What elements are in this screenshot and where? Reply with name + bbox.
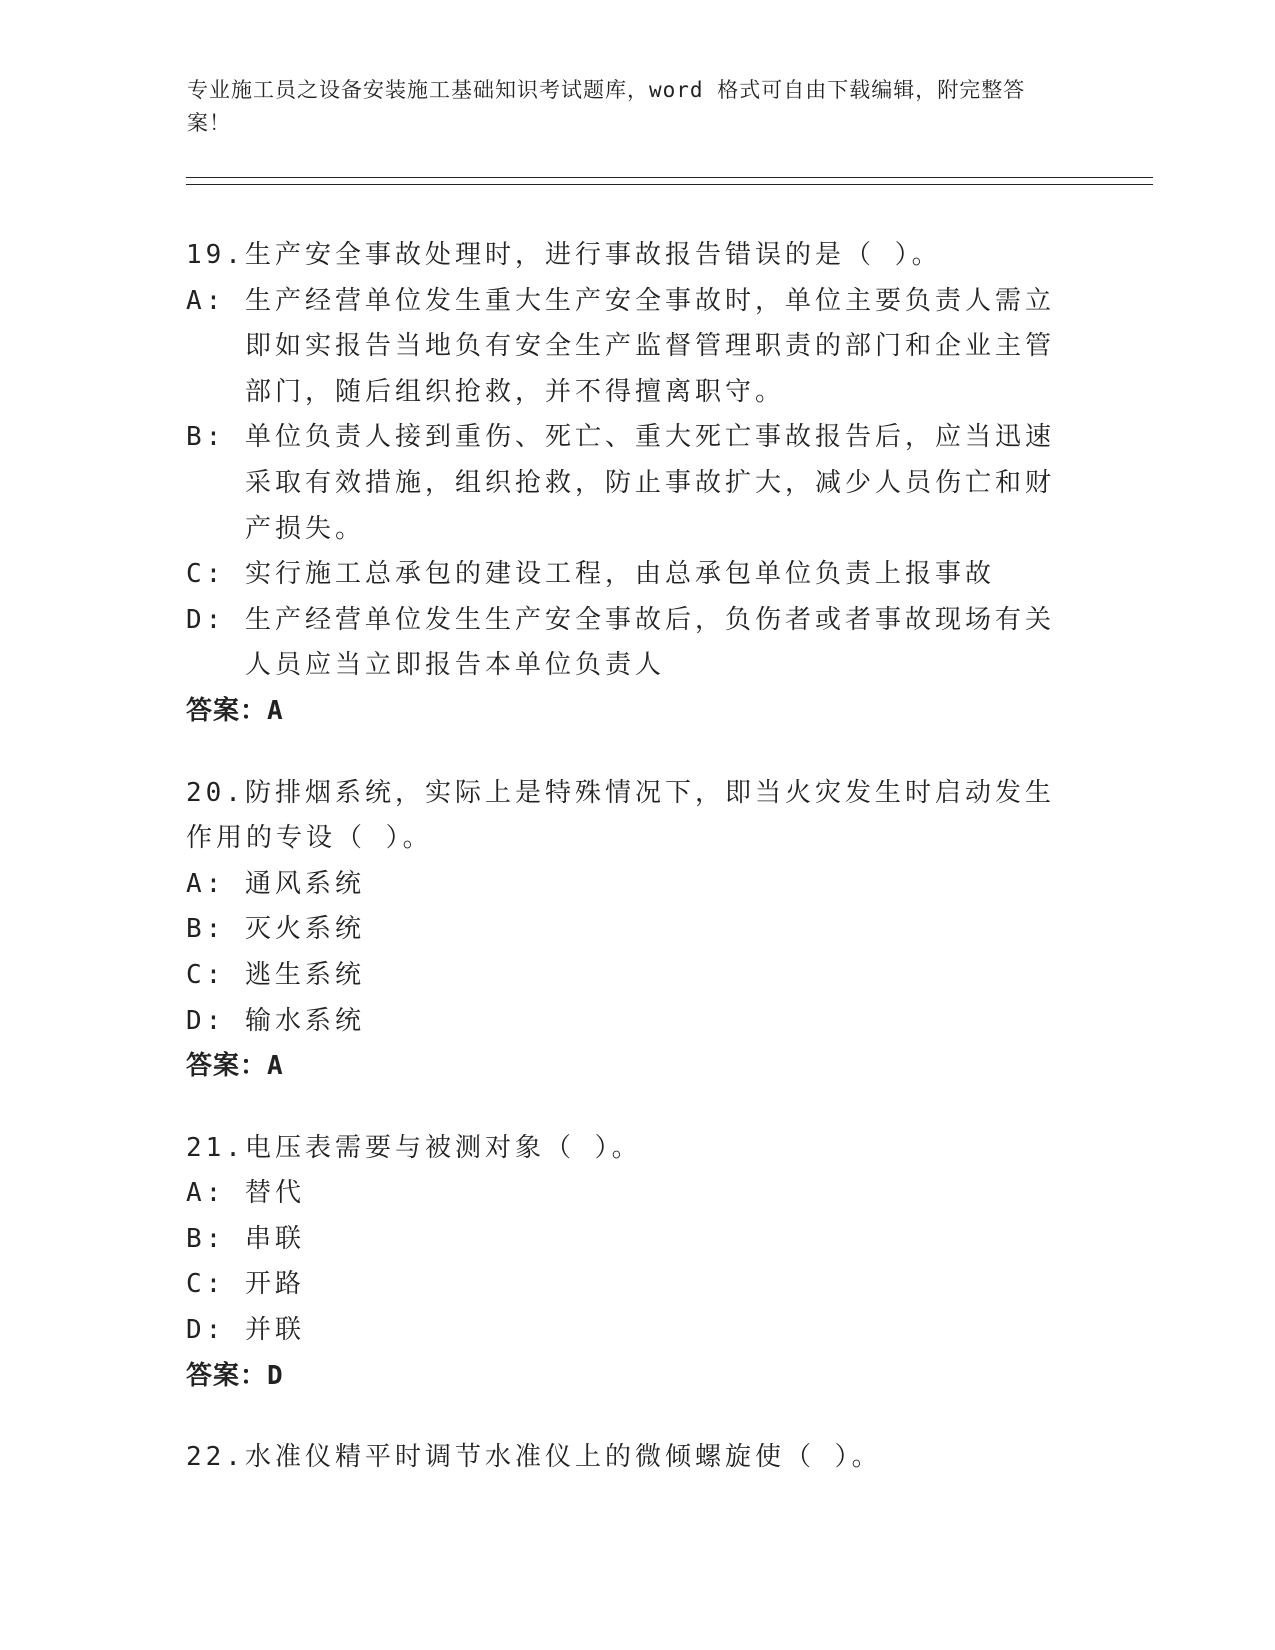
option-text: 生产经营单位发生生产安全事故后，负伤者或者事故现场有关人员应当立即报告本单位负责人 — [244, 604, 1055, 681]
question-22 — [186, 1435, 1076, 1481]
option-a — [186, 862, 1076, 908]
option-c — [186, 552, 1076, 598]
option-letter: C: — [186, 959, 245, 990]
option-text: 输水系统 — [244, 1005, 365, 1036]
option-d — [186, 598, 1076, 689]
option-b — [186, 415, 1076, 552]
option-letter: A: — [186, 285, 245, 316]
option-text: 替代 — [244, 1178, 305, 1209]
option-text: 串联 — [244, 1223, 305, 1254]
option-letter: A: — [186, 868, 245, 899]
option-text: 实行施工总承包的建设工程，由总承包单位负责上报事故 — [244, 559, 995, 590]
option-text: 通风系统 — [244, 868, 365, 899]
question-19 — [186, 233, 1076, 735]
option-b — [186, 907, 1076, 953]
question-stem: 20.防排烟系统，实际上是特殊情况下，即当火灾发生时启动发生作用的专设（ ）。 — [186, 777, 1055, 854]
question-stem: 21.电压表需要与被测对象（ ）。 — [186, 1132, 642, 1163]
answer-line: 答案：A — [186, 1051, 284, 1082]
option-text: 生产经营单位发生重大生产安全事故时，单位主要负责人需立即如实报告当地负有安全生产监督管理职责的部门和企业主管部门，随后组织抢救，并不得擅离职守。 — [244, 285, 1055, 407]
option-text: 灭火系统 — [244, 914, 365, 945]
option-c — [186, 953, 1076, 999]
option-d — [186, 1308, 1076, 1354]
question-20 — [186, 771, 1076, 1090]
option-b — [186, 1217, 1076, 1263]
option-letter: C: — [186, 559, 245, 590]
question-stem: 19.生产安全事故处理时，进行事故报告错误的是（ ）。 — [186, 240, 942, 270]
question-list — [186, 233, 1076, 1517]
option-a — [186, 1171, 1076, 1217]
option-letter: B: — [186, 1223, 245, 1254]
header-divider — [186, 177, 1153, 185]
page-header: 专业施工员之设备安装施工基础知识考试题库，word 格式可自由下载编辑，附完整答案！ — [187, 78, 1026, 135]
question-stem: 22.水准仪精平时调节水准仪上的微倾螺旋使（ ）。 — [186, 1442, 882, 1473]
option-letter: A: — [186, 1178, 245, 1209]
option-letter: B: — [186, 422, 245, 453]
option-c — [186, 1262, 1076, 1308]
option-text: 单位负责人接到重伤、死亡、重大死亡事故报告后，应当迅速采取有效措施，组织抢救，防止事故扩大，减少人员伤亡和财产损失。 — [244, 422, 1055, 544]
option-letter: D: — [186, 604, 245, 635]
option-text: 并联 — [244, 1315, 305, 1346]
option-a — [186, 279, 1076, 416]
option-d — [186, 999, 1076, 1045]
answer-line: 答案：A — [186, 695, 284, 726]
answer-line: 答案：D — [186, 1360, 284, 1391]
option-letter: D: — [186, 1315, 245, 1346]
option-letter: C: — [186, 1269, 245, 1300]
option-letter: B: — [186, 914, 245, 945]
option-text: 开路 — [244, 1269, 305, 1300]
option-text: 逃生系统 — [244, 959, 365, 990]
option-letter: D: — [186, 1005, 245, 1036]
question-21 — [186, 1126, 1076, 1400]
